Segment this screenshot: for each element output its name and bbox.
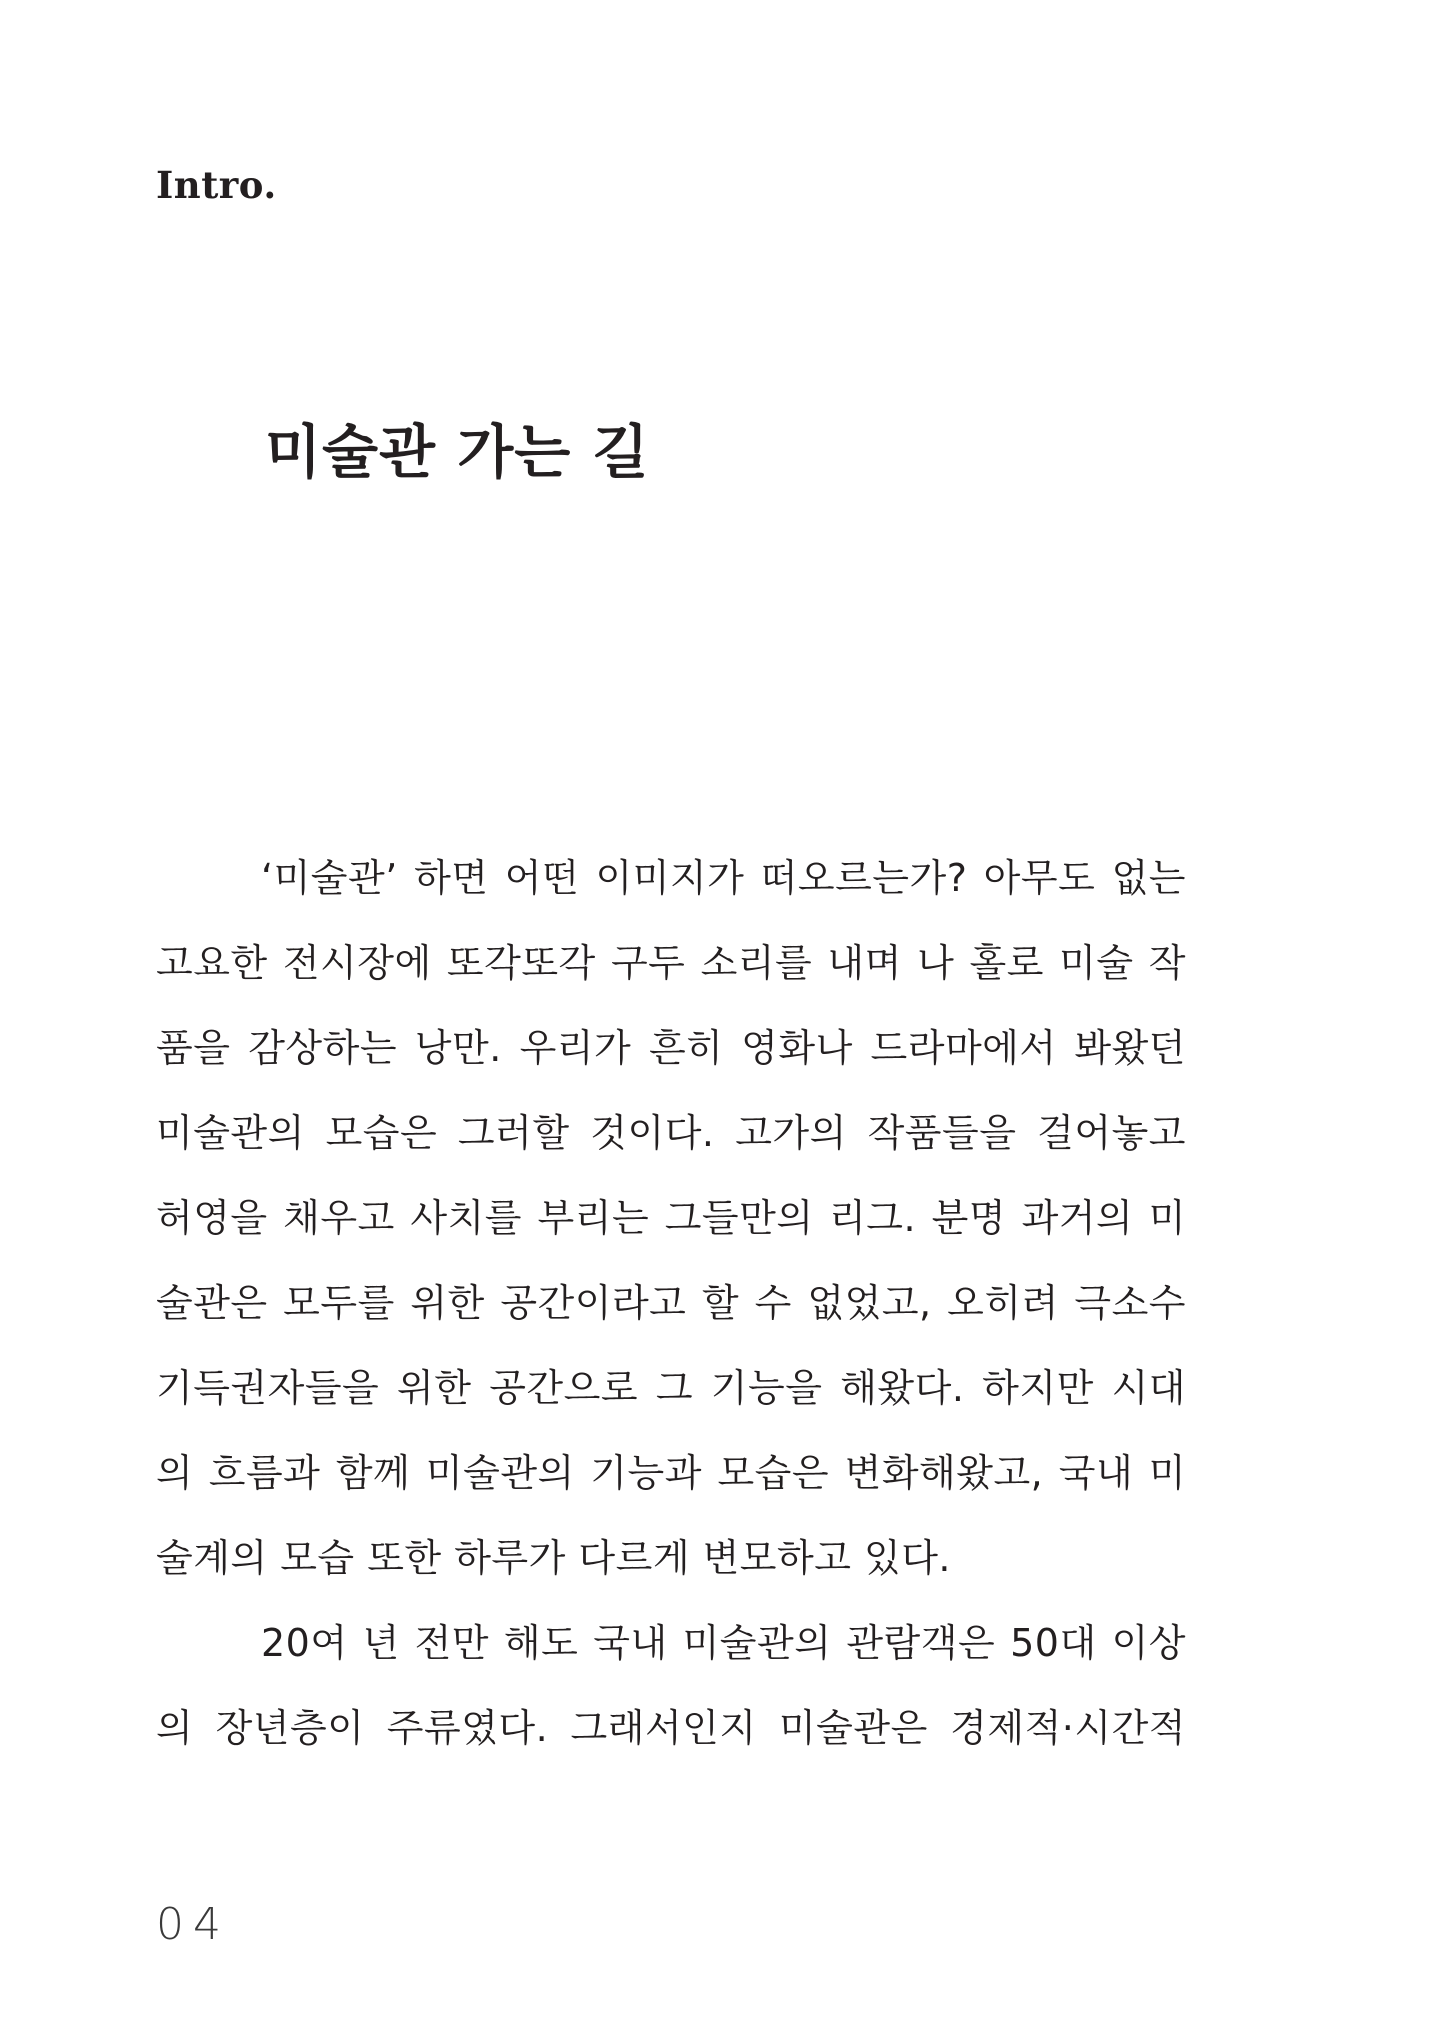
page-number: 04 (156, 1899, 230, 1950)
paragraph-line: 미술관의 모습은 그러할 것이다. 고가의 작품들을 걸어놓고 (156, 1111, 1186, 1155)
chapter-title: 미술관 가는 길 (265, 418, 650, 486)
paragraph-line: 술관은 모두를 위한 공간이라고 할 수 없었고, 오히려 극소수 (156, 1281, 1186, 1325)
section-label: Intro. (156, 163, 277, 207)
paragraph-line: 고요한 전시장에 또각또각 구두 소리를 내며 나 홀로 미술 작 (156, 941, 1186, 985)
paragraph-line: 품을 감상하는 낭만. 우리가 흔히 영화나 드라마에서 봐왔던 (156, 1026, 1186, 1070)
paragraph-line: 의 장년층이 주류였다. 그래서인지 미술관은 경제적·시간적 (156, 1706, 1186, 1750)
paragraph-line: 술계의 모습 또한 하루가 다르게 변모하고 있다. (156, 1536, 952, 1580)
paragraph-line: 허영을 채우고 사치를 부리는 그들만의 리그. 분명 과거의 미 (156, 1196, 1186, 1240)
body-text (156, 836, 1186, 1771)
paragraph-line: 기득권자들을 위한 공간으로 그 기능을 해왔다. 하지만 시대 (156, 1366, 1186, 1410)
paragraph-line: 의 흐름과 함께 미술관의 기능과 모습은 변화해왔고, 국내 미 (156, 1451, 1186, 1495)
paragraph-line: ‘미술관’ 하면 어떤 이미지가 떠오르는가? 아무도 없는 (261, 856, 1186, 900)
paragraph-line: 20여 년 전만 해도 국내 미술관의 관람객은 50대 이상 (261, 1621, 1186, 1665)
